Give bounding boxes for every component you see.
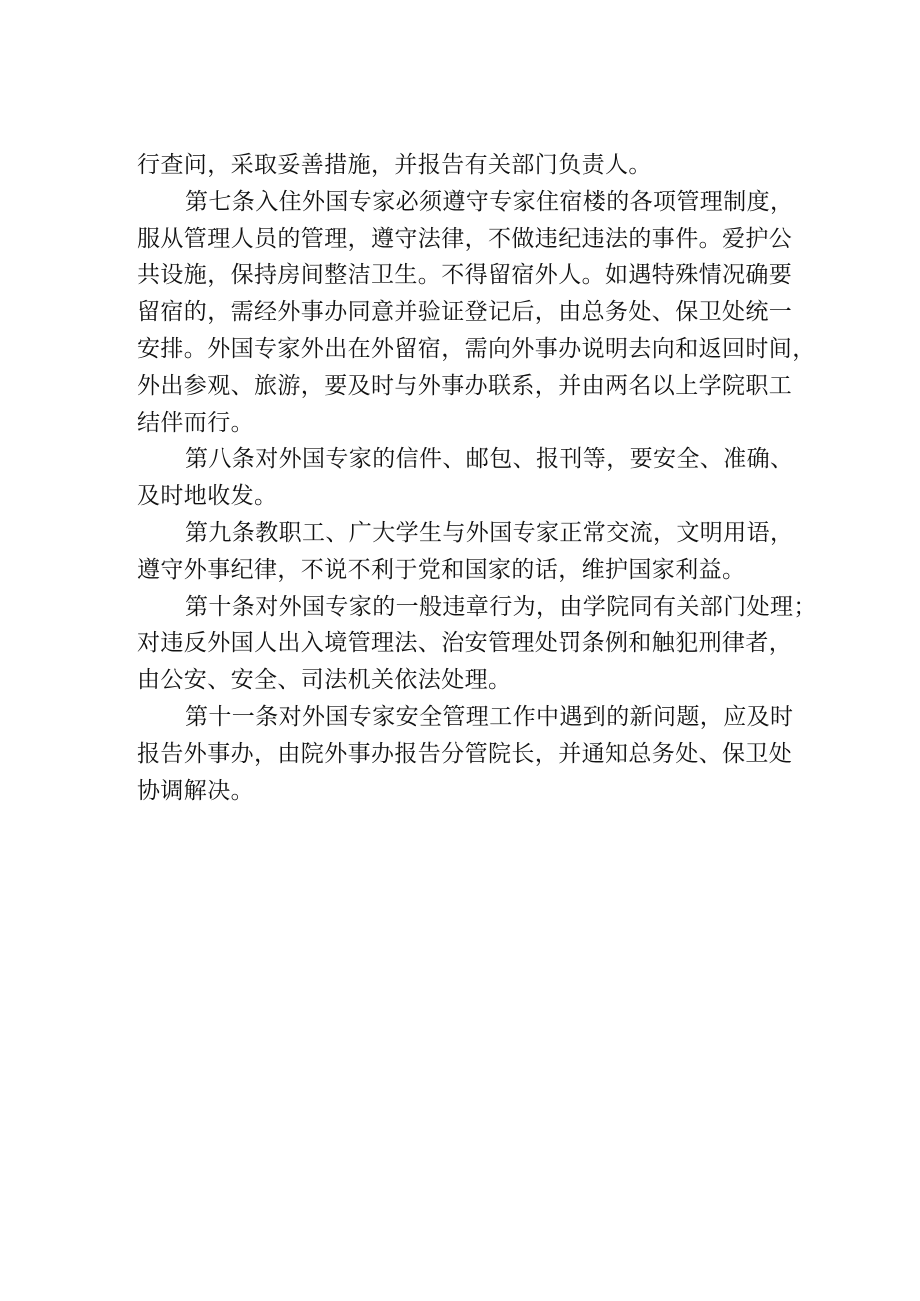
text-line: 行查问，采取妥善措施，并报告有关部门负责人。 [137, 152, 652, 178]
article-7-first-line: 第七条入住外国专家必须遵守专家住宿楼的各项管理制度， [185, 188, 794, 215]
text-line: 留宿的，需经外事办同意并验证登记后，由总务处、保卫处统一 [137, 299, 793, 326]
text-line: 由公安、安全、司法机关依法处理。 [137, 667, 512, 694]
text-line: 共设施，保持房间整洁卫生。不得留宿外人。如遇特殊情况确要 [137, 262, 793, 289]
text-line: 结伴而行。 [137, 409, 254, 436]
text-line: 协调解决。 [137, 777, 254, 804]
text-line: 报告外事办，由院外事办报告分管院长，并通知总务处、保卫处 [137, 740, 793, 767]
text-line: 服从管理人员的管理，遵守法律，不做违纪违法的事件。爱护公 [137, 225, 793, 252]
article-8-first-line: 第八条对外国专家的信件、邮包、报刊等，要安全、准确、 [185, 446, 794, 473]
text-line: 及时地收发。 [137, 483, 278, 510]
text-line: 遵守外事纪律，不说不利于党和国家的话，维护国家利益。 [137, 556, 746, 583]
text-line: 对违反外国人出入境管理法、治安管理处罚条例和触犯刑律者， [137, 630, 793, 657]
article-11-first-line: 第十一条对外国专家安全管理工作中遇到的新问题，应及时 [185, 703, 794, 730]
text-line: 安排。外国专家外出在外留宿，需向外事办说明去向和返回时间， [137, 335, 816, 362]
article-9-first-line: 第九条教职工、广大学生与外国专家正常交流，文明用语， [185, 519, 794, 546]
article-10-first-line: 第十条对外国专家的一般违章行为，由学院同有关部门处理； [185, 593, 817, 620]
text-line: 外出参观、旅游，要及时与外事办联系，并由两名以上学院职工 [137, 372, 793, 399]
document-body [137, 147, 817, 809]
